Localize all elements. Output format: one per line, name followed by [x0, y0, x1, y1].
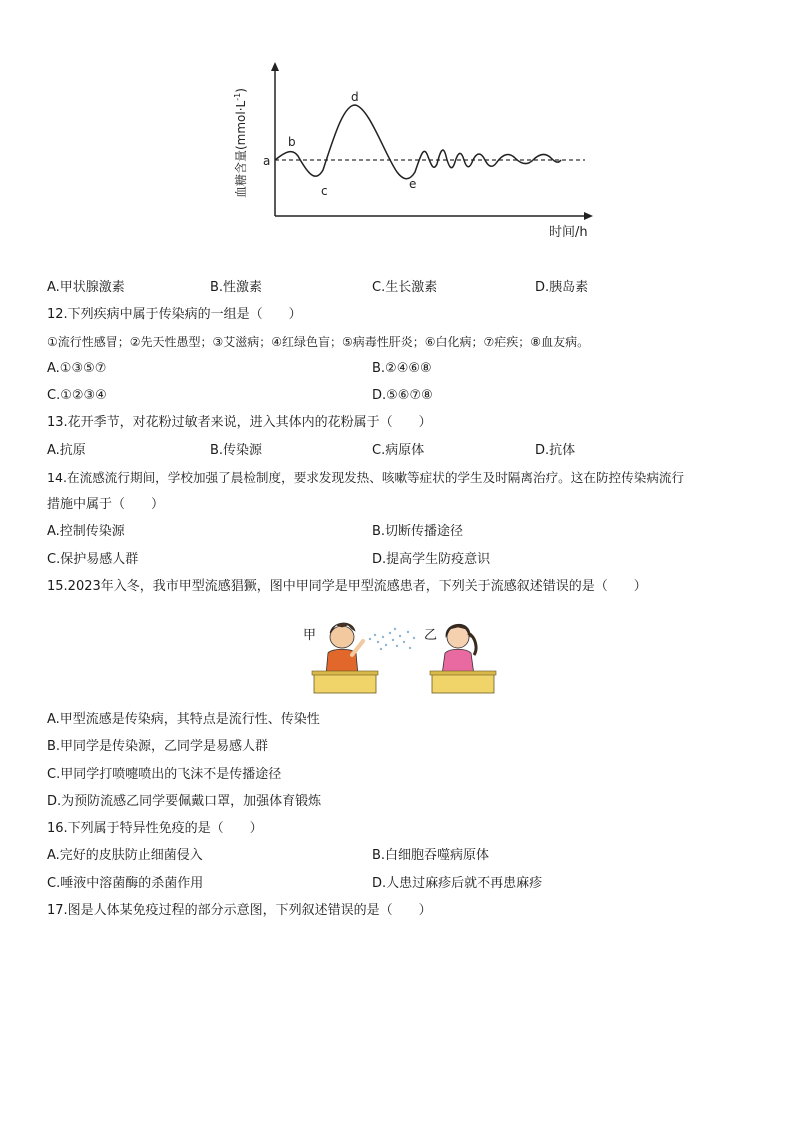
q13-option-c: C.病原体 [372, 443, 425, 458]
glucose-curve [275, 105, 561, 179]
q16-option-a: A.完好的皮肤防止细菌侵入 [47, 848, 203, 863]
q14-stem-line2: 措施中属于（ ） [47, 497, 165, 512]
desk-yi [432, 673, 494, 693]
q15-option-d: D.为预防流感乙同学要佩戴口罩，加强体育锻炼 [47, 794, 322, 809]
q14-option-b: B.切断传播途径 [372, 524, 464, 539]
q15-option-c: C.甲同学打喷嚏喷出的飞沫不是传播途径 [47, 767, 282, 782]
figure-label-jia: 甲 [303, 628, 317, 643]
q11-option-b: B.性激素 [210, 280, 263, 295]
q12-disease-list: ①流行性感冒；②先天性愚型；③艾滋病；④红绿色盲；⑤病毒性肝炎；⑥白化病；⑦疟疾；⑧血友病。 [47, 335, 590, 349]
q12-option-b: B.②④⑥⑧ [372, 361, 432, 376]
point-label-c: c [321, 184, 328, 198]
q16-option-c: C.唾液中溶菌酶的杀菌作用 [47, 876, 204, 891]
q12-stem: 12.下列疾病中属于传染病的一组是（ ） [47, 307, 302, 322]
q11-option-d: D.胰岛素 [535, 280, 589, 295]
desk-jia [314, 673, 376, 693]
y-axis-arrow [271, 62, 279, 71]
q11-option-a: A.甲状腺激素 [47, 280, 125, 295]
sneeze-illustration [300, 615, 500, 697]
q13-option-b: B.传染源 [210, 443, 263, 458]
x-axis-label: 时间/h [549, 225, 588, 240]
point-label-a: a [263, 154, 271, 168]
point-label-d: d [351, 90, 359, 104]
q12-option-c: C.①②③④ [47, 388, 107, 403]
q12-option-d: D.⑤⑥⑦⑧ [372, 388, 433, 403]
q14-option-d: D.提高学生防疫意识 [372, 552, 491, 567]
q12-option-a: A.①③⑤⑦ [47, 361, 107, 376]
q16-stem: 16.下列属于特异性免疫的是（ ） [47, 821, 263, 836]
q15-stem: 15.2023年入冬，我市甲型流感猖獗，图中甲同学是甲型流感患者，下列关于流感叙述错误的是（ ） [47, 579, 647, 594]
q17-stem: 17.图是人体某免疫过程的部分示意图，下列叙述错误的是（ ） [47, 903, 432, 918]
student-yi-figure [442, 624, 476, 675]
q16-option-d: D.人患过麻疹后就不再患麻疹 [372, 876, 543, 891]
y-axis-label: 血糖含量$(mmol\cdot L^{-1})$ [233, 88, 248, 198]
point-label-b: b [288, 135, 296, 149]
x-axis-arrow [584, 212, 593, 220]
q13-stem: 13.花开季节，对花粉过敏者来说，进入其体内的花粉属于（ ） [47, 415, 432, 430]
q14-option-a: A.控制传染源 [47, 524, 125, 539]
point-label-e: e [409, 177, 417, 191]
blood-glucose-graph [225, 60, 605, 245]
figure-label-yi: 乙 [424, 628, 438, 643]
q13-option-a: A.抗原 [47, 443, 86, 458]
q16-option-b: B.白细胞吞噬病原体 [372, 848, 490, 863]
q15-option-b: B.甲同学是传染源，乙同学是易感人群 [47, 739, 269, 754]
q11-option-c: C.生长激素 [372, 280, 438, 295]
droplet-spray [369, 628, 415, 650]
q14-stem-line1: 14.在流感流行期间，学校加强了晨检制度，要求发现发热、咳嗽等症状的学生及时隔离治疗。这在防控传染病流行 [47, 470, 685, 485]
q13-option-d: D.抗体 [535, 443, 576, 458]
q15-option-a: A.甲型流感是传染病，其特点是流行性、传染性 [47, 712, 320, 727]
student-jia-figure [326, 623, 363, 675]
q14-option-c: C.保护易感人群 [47, 552, 139, 567]
